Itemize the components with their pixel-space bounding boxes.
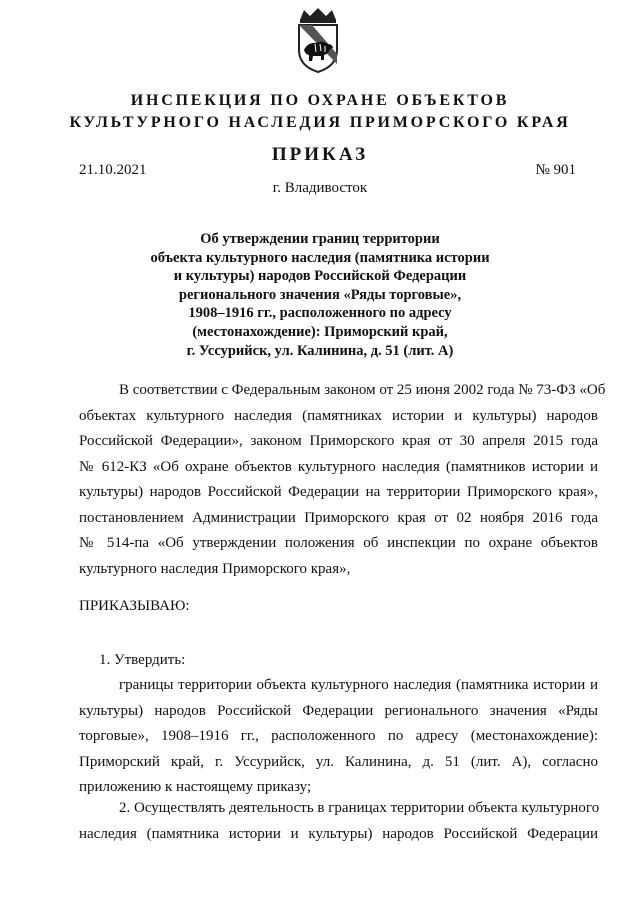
subject-line: г. Уссурийск, ул. Калинина, д. 51 (лит. А) <box>186 342 454 359</box>
document-city: г. Владивосток <box>272 180 368 196</box>
item-1-paragraph <box>79 673 598 801</box>
document-type-title: ПРИКАЗ <box>271 144 369 165</box>
paragraph-line: торговые», 1908–1916 гг., расположенного по адресу (местонахождение): <box>79 728 598 744</box>
document-number: № 901 <box>535 162 576 178</box>
paragraph-line: культуры) народов Российской Федерации на территории Приморского края», <box>79 484 598 500</box>
item-2-paragraph <box>79 796 598 847</box>
paragraph-line: приложению к настоящему приказу; <box>79 779 312 795</box>
paragraph-line: границы территории объекта культурного наследия (памятника истории и <box>119 677 598 693</box>
paragraph-line: № 514-па «Об утверждении положения об инспекции по охране объектов <box>79 535 598 551</box>
preamble-paragraph <box>79 378 606 582</box>
paragraph-line: культуры) народов Российской Федерации регионального значения «Ряды <box>79 702 598 719</box>
order-directive-word: ПРИКАЗЫВАЮ: <box>79 598 190 614</box>
paragraph-line: постановлением Администрации Приморского края от 02 ноября 2016 года <box>79 509 598 526</box>
subject-line: объекта культурного наследия (памятника истории <box>150 249 490 266</box>
coat-of-arms-icon <box>290 6 346 74</box>
subject-line: и культуры) народов Российской Федерации <box>173 268 467 285</box>
subject-line: регионального значения «Ряды торговые», <box>178 286 462 303</box>
item-1-heading: 1. Утвердить: <box>99 652 186 668</box>
paragraph-line: культурного наследия Приморского края», <box>79 560 351 577</box>
paragraph-line: В соответствии с Федеральным законом от 25 июня 2002 года № 73-ФЗ «Об <box>119 382 606 398</box>
paragraph-line: 2. Осуществлять деятельность в границах территории объекта культурного <box>119 800 600 816</box>
paragraph-line: Российской Федерации», законом Приморского края от 30 апреля 2015 года <box>79 433 598 449</box>
organization-name-line-2: КУЛЬТУРНОГО НАСЛЕДИЯ ПРИМОРСКОГО КРАЯ <box>69 114 571 131</box>
paragraph-line: наследия (памятника истории и культуры) народов Российской Федерации <box>79 825 598 842</box>
subject-line: (местонахождение): Приморский край, <box>192 323 448 340</box>
order-subject <box>0 230 640 360</box>
document-date: 21.10.2021 <box>79 162 147 178</box>
paragraph-line: объектах культурного наследия (памятниках истории и культуры) народов <box>79 407 598 424</box>
subject-line: Об утверждении границ территории <box>200 231 440 247</box>
paragraph-line: Приморский край, г. Уссурийск, ул. Калинина, д. 51 (лит. А), согласно <box>79 753 598 770</box>
paragraph-line: № 612-КЗ «Об охране объектов культурного наследия (памятников истории и <box>79 458 598 475</box>
subject-line: 1908–1916 гг., расположенного по адресу <box>188 305 452 322</box>
organization-name-line-1: ИНСПЕКЦИЯ ПО ОХРАНЕ ОБЪЕКТОВ <box>130 92 510 109</box>
